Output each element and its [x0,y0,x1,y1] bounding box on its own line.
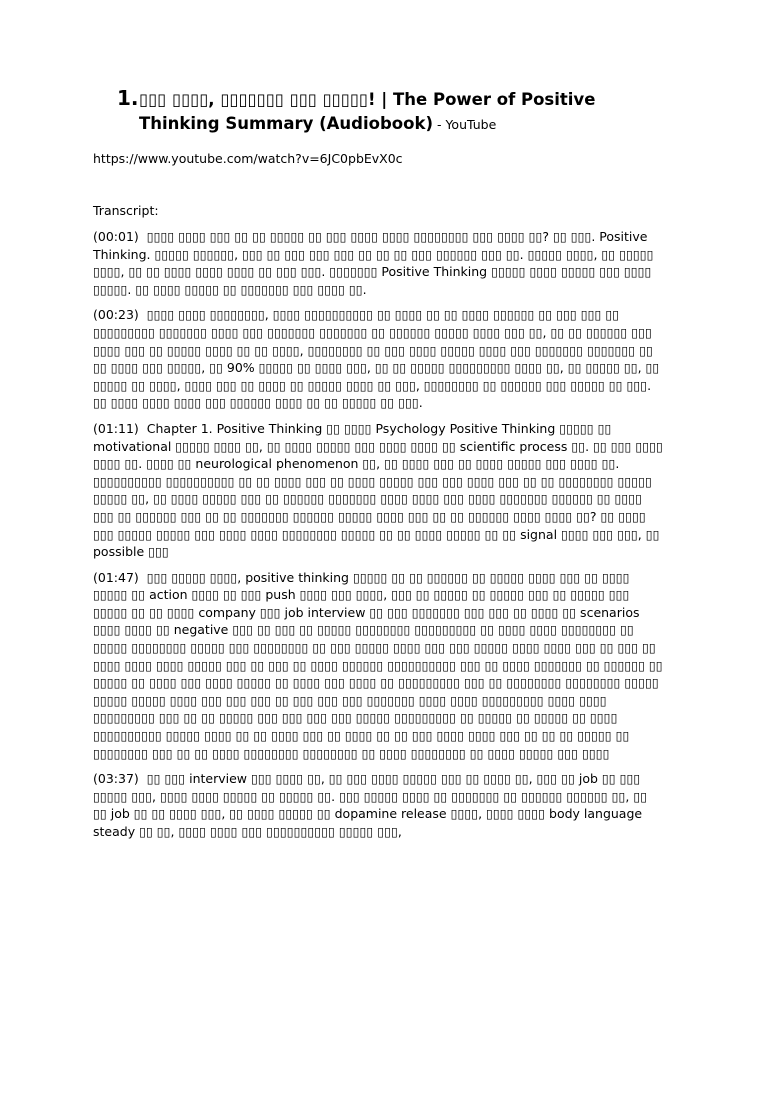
transcript-paragraph [93,420,664,561]
heading-youtube-suffix: - YouTube [432,117,497,132]
transcript-paragraph [93,228,664,298]
paragraph-text: Chapter 1. Positive Thinking ▯▯ ▯▯▯▯ Psychology Positive Thinking ▯▯▯▯▯ ▯▯ motivational ▯▯▯▯▯ ▯▯▯▯ ▯▯, ▯▯ ▯▯▯▯ ▯▯▯▯▯ ▯▯▯ ▯▯▯▯ ▯▯▯▯ ▯▯ scientific process ▯▯. ▯▯ ▯▯▯ ▯▯▯▯ ▯▯▯▯ ▯▯. ▯▯▯▯ ▯▯ neurological phenomenon ▯▯, ▯▯ ▯▯▯▯ ▯▯▯ ▯▯ ▯▯▯▯ ▯▯▯▯▯ ▯▯▯ ▯▯▯▯ ▯▯. ▯▯▯▯▯▯▯▯▯▯ ▯▯▯▯▯▯▯▯▯▯ ▯▯ ▯▯ ▯▯▯▯ ▯▯▯ ▯▯ ▯▯▯▯ ▯▯▯▯▯ ▯▯▯ ▯▯▯ ▯▯▯▯ ▯▯▯ ▯▯ ▯▯ ▯▯▯▯▯▯▯▯ ▯▯▯▯▯ ▯▯▯▯▯ ▯▯, ▯▯ ▯▯▯▯ ▯▯▯▯▯ ▯▯▯ ▯▯ ▯▯▯▯▯▯ ▯▯▯▯▯▯▯ ▯▯▯▯ ▯▯▯▯ ▯▯▯ ▯▯▯▯ ▯▯▯▯▯▯▯ ▯▯▯▯▯▯ ▯▯ ▯▯▯▯ ▯▯▯ ▯▯ ▯▯▯▯▯▯ ▯▯▯ ▯▯ ▯▯ ▯▯▯▯▯▯▯ ▯▯▯▯▯▯ ▯▯▯▯▯ ▯▯▯▯ ▯▯▯ ▯▯ ▯▯ ▯▯▯▯▯▯ ▯▯▯▯ ▯▯▯▯ ▯▯? ▯▯ ▯▯▯▯ ▯▯▯ ▯▯▯▯▯ ▯▯▯▯▯ ▯▯▯ ▯▯▯▯ ▯▯▯▯ ▯▯▯▯▯▯▯▯ ▯▯▯▯▯ ▯▯ ▯▯ ▯▯▯▯ ▯▯▯▯▯ ▯▯ ▯▯ signal ▯▯▯▯ ▯▯▯ ▯▯▯, ▯▯ possible ▯▯▯ [93,420,663,560]
paragraph-text: ▯▯▯▯ ▯▯▯▯ ▯▯▯▯▯▯▯▯, ▯▯▯▯ ▯▯▯▯▯▯▯▯▯▯ ▯▯ ▯▯▯▯ ▯▯ ▯▯ ▯▯▯▯ ▯▯▯▯▯▯ ▯▯ ▯▯▯ ▯▯▯ ▯▯ ▯▯▯▯▯▯▯▯▯ ▯▯▯▯▯▯▯ ▯▯▯▯ ▯▯▯ ▯▯▯▯▯▯▯ ▯▯▯▯▯▯▯ ▯▯ ▯▯▯▯▯▯ ▯▯▯▯▯ ▯▯▯▯ ▯▯▯ ▯▯, ▯▯ ▯▯ ▯▯▯▯▯▯ ▯▯▯ ▯▯▯▯ ▯▯▯ ▯▯ ▯▯▯▯▯ ▯▯▯▯ ▯▯ ▯▯ ▯▯▯▯, ▯▯▯▯▯▯▯▯ ▯▯ ▯▯▯ ▯▯▯▯ ▯▯▯▯▯ ▯▯▯▯ ▯▯▯ ▯▯▯▯▯▯▯ ▯▯▯▯▯▯▯ ▯▯ ▯▯ ▯▯▯▯ ▯▯▯ ▯▯▯▯▯, ▯▯ 90% ▯▯▯▯▯ ▯▯ ▯▯▯▯ ▯▯▯, ▯▯ ▯▯ ▯▯▯▯▯ ▯▯▯▯▯▯▯▯▯ ▯▯▯▯ ▯▯, ▯▯ ▯▯▯▯▯ ▯▯, ▯▯ ▯▯▯▯▯ ▯▯ ▯▯▯▯, ▯▯▯▯ ▯▯▯ ▯▯ ▯▯▯▯ ▯▯ ▯▯▯▯▯ ▯▯▯▯ ▯▯ ▯▯▯, ▯▯▯▯▯▯▯▯ ▯▯ ▯▯▯▯▯▯ ▯▯▯ ▯▯▯▯▯ ▯▯ ▯▯▯. ▯▯ ▯▯▯▯ ▯▯▯▯ ▯▯▯▯ ▯▯▯ ▯▯▯▯▯▯ ▯▯▯▯ ▯▯ ▯▯ ▯▯▯▯▯ ▯▯ ▯▯▯. [93,307,660,411]
document-page [0,88,768,1112]
paragraph-text: ▯▯ ▯▯▯ interview ▯▯▯ ▯▯▯▯ ▯▯, ▯▯ ▯▯▯ ▯▯▯▯ ▯▯▯▯▯ ▯▯▯ ▯▯ ▯▯▯▯ ▯▯, ▯▯▯ ▯▯ job ▯▯ ▯▯▯ ▯▯▯▯▯ ▯▯▯, ▯▯▯▯ ▯▯▯▯ ▯▯▯▯▯ ▯▯ ▯▯▯▯▯ ▯▯. ▯▯▯ ▯▯▯▯▯ ▯▯▯▯ ▯▯ ▯▯▯▯▯▯▯ ▯▯ ▯▯▯▯▯▯ ▯▯▯▯▯▯ ▯▯, ▯▯ ▯▯ job ▯▯ ▯▯ ▯▯▯▯ ▯▯▯, ▯▯ ▯▯▯▯ ▯▯▯▯▯ ▯▯ dopamine release ▯▯▯▯, ▯▯▯▯ ▯▯▯▯ body language steady ▯▯ ▯▯, ▯▯▯▯ ▯▯▯▯ ▯▯▯ ▯▯▯▯▯▯▯▯▯▯ ▯▯▯▯▯ ▯▯▯, [93,771,648,839]
document-heading [93,88,664,137]
paragraph-text: ▯▯▯▯ ▯▯▯▯ ▯▯▯ ▯▯ ▯▯ ▯▯▯▯▯ ▯▯ ▯▯▯ ▯▯▯▯ ▯▯▯▯ ▯▯▯▯▯▯▯▯ ▯▯▯ ▯▯▯▯ ▯▯? ▯▯ ▯▯▯. Positive Thinking. ▯▯▯▯▯ ▯▯▯▯▯▯, ▯▯▯ ▯▯ ▯▯▯ ▯▯▯ ▯▯▯ ▯▯ ▯▯ ▯▯ ▯▯▯ ▯▯▯▯▯▯ ▯▯▯ ▯▯. ▯▯▯▯▯ ▯▯▯▯, ▯▯ ▯▯▯▯▯ ▯▯▯▯, ▯▯ ▯▯ ▯▯▯▯ ▯▯▯▯ ▯▯▯▯ ▯▯ ▯▯▯ ▯▯▯. ▯▯▯▯▯▯▯ Positive Thinking ▯▯▯▯▯ ▯▯▯▯ ▯▯▯▯▯ ▯▯▯ ▯▯▯▯ ▯▯▯▯▯. ▯▯ ▯▯▯▯ ▯▯▯▯▯ ▯▯ ▯▯▯▯▯▯▯ ▯▯▯ ▯▯▯▯ ▯▯. [93,229,654,297]
heading-title-main: | The Power of Positive Thinking Summary (Audiobook) [139,90,596,133]
timestamp: (00:23) [93,307,139,323]
transcript-paragraph [93,770,664,840]
transcript-paragraph [93,306,664,412]
heading-title-prefix: ▯▯▯ ▯▯▯▯, ▯▯▯▯▯▯▯ ▯▯▯ ▯▯▯▯▯! [139,90,376,109]
timestamp: (01:11) [93,420,139,436]
timestamp: (03:37) [93,771,139,787]
video-url[interactable]: https://www.youtube.com/watch?v=6JC0pbEvX0c [93,151,403,166]
timestamp: (00:01) [93,229,139,244]
transcript-paragraph [93,569,664,763]
timestamp: (01:47) [93,569,139,585]
transcript-label: Transcript: [93,203,159,218]
heading-number: 1. [117,86,139,110]
paragraph-text: ▯▯▯ ▯▯▯▯▯ ▯▯▯▯, positive thinking ▯▯▯▯▯ ▯▯ ▯▯ ▯▯▯▯▯▯ ▯▯ ▯▯▯▯▯ ▯▯▯▯ ▯▯▯ ▯▯ ▯▯▯▯ ▯▯▯▯▯ ▯▯ action ▯▯▯▯ ▯▯ ▯▯▯ push ▯▯▯▯ ▯▯▯ ▯▯▯▯, ▯▯▯ ▯▯ ▯▯▯▯▯ ▯▯ ▯▯▯▯▯ ▯▯▯ ▯▯ ▯▯▯▯▯ ▯▯▯ ▯▯▯▯▯ ▯▯ ▯▯ ▯▯▯▯ company ▯▯▯ job interview ▯▯ ▯▯▯ ▯▯▯▯▯▯▯ ▯▯▯ ▯▯▯ ▯▯ ▯▯▯▯ ▯▯ scenarios ▯▯▯▯ ▯▯▯▯ ▯▯ negative ▯▯▯ ▯▯ ▯▯▯ ▯▯ ▯▯▯▯▯ ▯▯▯▯▯▯▯▯ ▯▯▯▯▯▯▯▯▯ ▯▯ ▯▯▯▯ ▯▯▯▯ ▯▯▯▯▯▯▯▯ ▯▯ ▯▯▯▯▯ ▯▯▯▯▯▯▯▯ ▯▯▯▯▯ ▯▯▯ ▯▯▯▯▯▯▯▯ ▯▯ ▯▯▯ ▯▯▯▯▯ ▯▯▯▯ ▯▯▯ ▯▯▯ ▯▯▯▯▯ ▯▯▯▯ ▯▯▯▯ ▯▯▯ ▯▯ ▯▯▯ ▯▯ ▯▯▯▯ ▯▯▯▯ ▯▯▯▯ ▯▯▯▯▯ ▯▯▯ ▯▯ ▯▯▯ ▯▯ ▯▯▯▯ ▯▯▯▯▯▯ ▯▯▯▯▯▯▯▯▯▯ ▯▯▯ ▯▯ ▯▯▯▯ ▯▯▯▯▯▯▯ ▯▯ ▯▯▯▯▯▯ ▯▯ ▯▯▯▯▯ ▯▯ ▯▯▯▯ ▯▯▯ ▯▯▯▯ ▯▯▯▯▯ ▯▯ ▯▯▯▯ ▯▯▯ ▯▯▯▯ ▯▯ ▯▯▯▯▯▯▯▯▯ ▯▯▯ ▯▯ ▯▯▯▯▯▯▯▯ ▯▯▯▯▯▯▯▯ ▯▯▯▯▯ ▯▯▯▯▯ ▯▯▯▯▯ ▯▯▯▯ ▯▯▯ ▯▯▯ ▯▯▯ ▯▯ ▯▯▯ ▯▯▯ ▯▯▯ ▯▯▯▯▯▯▯ ▯▯▯▯ ▯▯▯▯ ▯▯▯▯▯▯▯▯▯ ▯▯▯▯ ▯▯▯▯ ▯▯▯▯▯▯▯▯▯ ▯▯▯ ▯▯ ▯▯ ▯▯▯▯▯ ▯▯▯ ▯▯▯ ▯▯▯ ▯▯▯ ▯▯▯▯▯ ▯▯▯▯▯▯▯▯▯ ▯▯ ▯▯▯▯▯ ▯▯ ▯▯▯▯▯ ▯▯ ▯▯▯▯ ▯▯▯▯▯▯▯▯▯▯ ▯▯▯▯▯ ▯▯▯▯ ▯▯ ▯▯ ▯▯▯▯ ▯▯▯ ▯▯ ▯▯▯▯ ▯▯ ▯▯ ▯▯▯ ▯▯▯▯ ▯▯▯▯ ▯▯▯ ▯▯ ▯▯ ▯▯ ▯▯▯▯▯ ▯▯ ▯▯▯▯▯▯▯▯ ▯▯▯ ▯▯ ▯▯ ▯▯▯▯ ▯▯▯▯▯▯▯▯ ▯▯▯▯▯▯▯▯ ▯▯ ▯▯▯▯ ▯▯▯▯▯▯▯▯ ▯▯ ▯▯▯▯ ▯▯▯▯▯ ▯▯▯ ▯▯▯▯ [93,569,663,761]
